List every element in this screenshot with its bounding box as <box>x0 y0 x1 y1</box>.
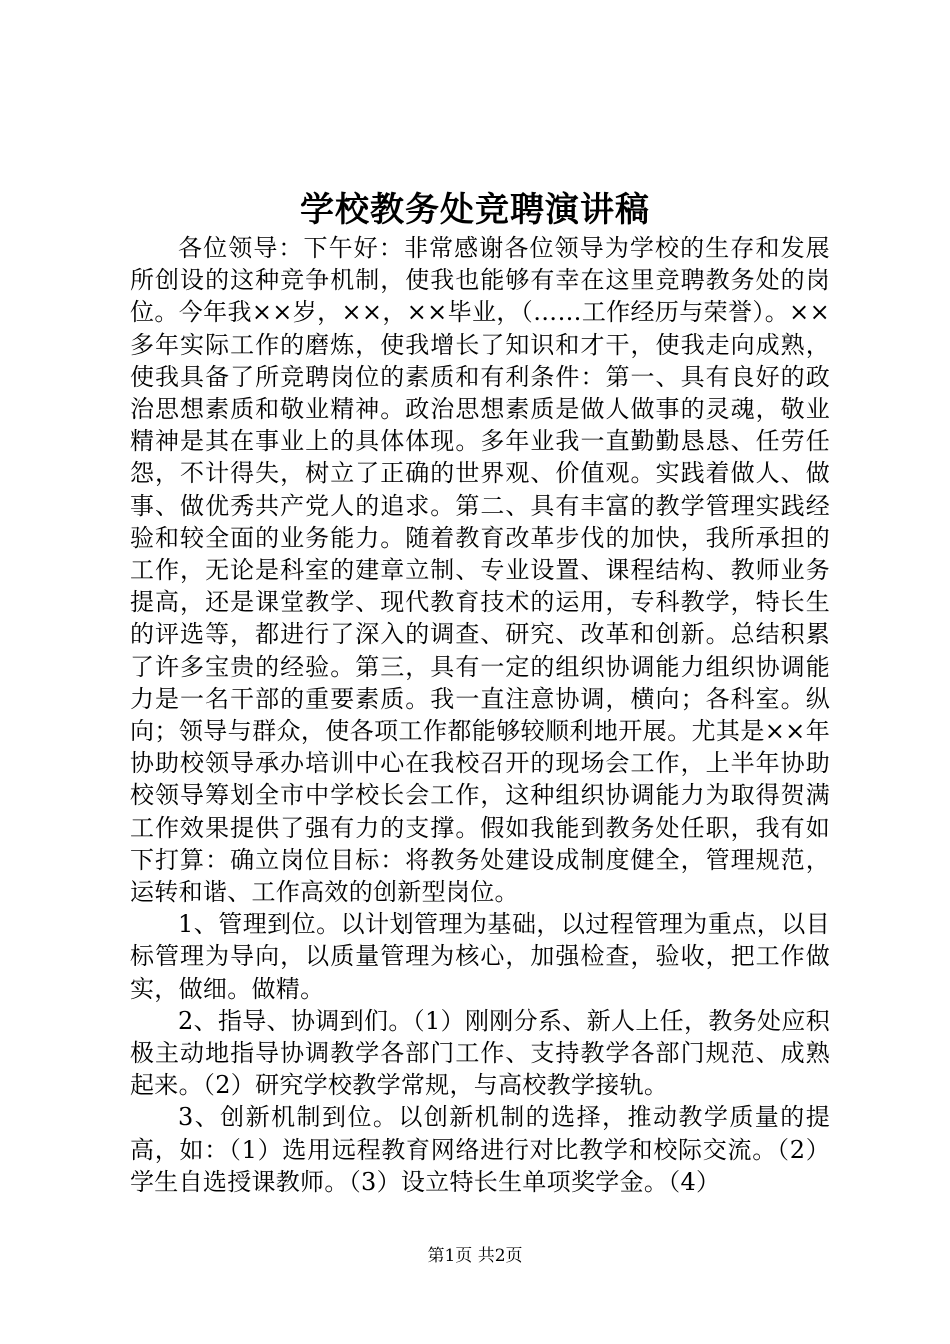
page-footer: 第1页 共2页 <box>427 1246 523 1266</box>
document-body <box>130 232 830 1198</box>
body-paragraph-4: 3、创新机制到位。以创新机制的选择，推动教学质量的提高，如：（1）选用远程教育网络进行对比教学和校际交流。（2）学生自选授课教师。（3）设立特长生单项奖学金。（4） <box>130 1103 830 1196</box>
document-title: 学校教务处竞聘演讲稿 <box>300 190 650 230</box>
body-paragraph-1: 各位领导：下午好：非常感谢各位领导为学校的生存和发展所创设的这种竞争机制，使我也能够有幸在这里竞聘教务处的岗位。今年我××岁，××，××毕业，（……工作经历与荣誉）。××多年实际工作的磨炼，使我增长了知识和才干，使我走向成熟，使我具备了所竞聘岗位的素质和有利条件：第一、具有良好的政治思想素质和敬业精神。政治思想素质是做人做事的灵魂，敬业精神是其在事业上的具体体现。多年业我一直勤勤恳恳、任劳任怨，不计得失，树立了正确的世界观、价值观。实践着做人、做事、做优秀共产党人的追求。第二、具有丰富的教学管理实践经验和较全面的业务能力。随着教育改革步伐的加快，我所承担的工作，无论是科室的建章立制、专业设置、课程结构、教师业务提高，还是课堂教学、现代教育技术的运用，专科教学，特长生的评选等，都进行了深入的调查、研究、改革和创新。总结积累了许多宝贵的经验。第三，具有一定的组织协调能力组织协调能力是一名干部的重要素质。我一直注意协调，横向；各科室。纵向；领导与群众，使各项工作都能够较顺利地开展。尤其是××年协助校领导承办培训中心在我校召开的现场会工作，上半年协助校领导筹划全市中学校长会工作，这种组织协调能力为取得贺满工作效果提供了强有力的支撑。假如我能到教务处任职，我有如下打算：确立岗位目标：将教务处建设成制度健全，管理规范，运转和谐、工作高效的创新型岗位。 <box>130 234 830 907</box>
body-paragraph-3: 2、指导、协调到们。（1）刚刚分系、新人上任，教务处应积极主动地指导协调教学各部门工作、支持教学各部门规范、成熟起来。（2）研究学校教学常规，与高校教学接轨。 <box>130 1006 830 1100</box>
body-paragraph-2: 1、管理到位。以计划管理为基础，以过程管理为重点，以目标管理为导向，以质量管理为核心，加强检查，验收，把工作做实，做细。做精。 <box>130 910 830 1003</box>
